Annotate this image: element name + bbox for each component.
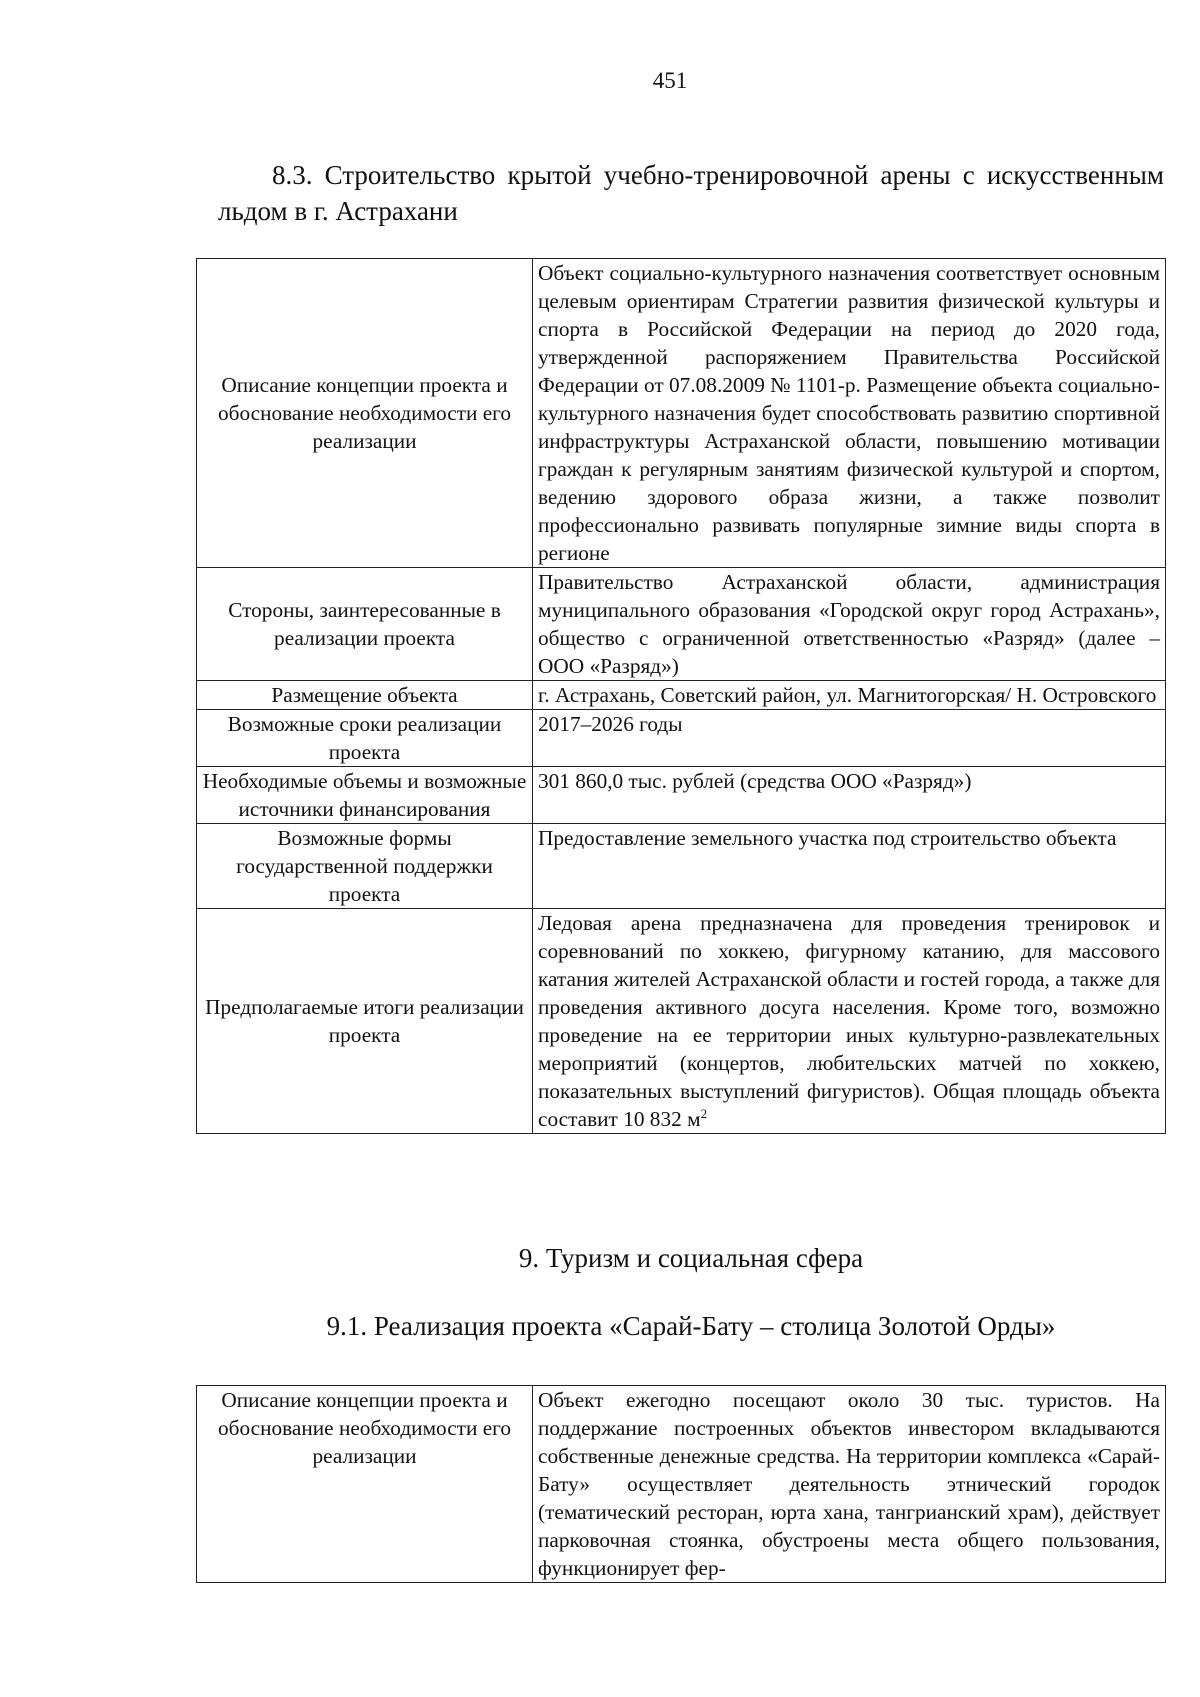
row-label: Описание концепции проекта и обоснование необходимости его реализации: [197, 259, 533, 568]
row-value-cell: [533, 909, 1166, 1134]
row-value: г. Астрахань, Советский район, ул. Магнитогорская/ Н. Островского: [533, 681, 1166, 710]
row-value: Правительство Астраханской области, администрация муниципального образования «Городской округ город Астрахань», общество с ограниченной ответственностью «Разряд» (далее – ООО «Разряд»): [533, 568, 1166, 681]
table-row: [197, 259, 1166, 568]
table-row: [197, 1386, 1166, 1583]
superscript-2: 2: [700, 1105, 708, 1121]
table-row: [197, 824, 1166, 909]
row-label: Необходимые объемы и возможные источники финансирования: [197, 767, 533, 824]
row-label: Размещение объекта: [197, 681, 533, 710]
row-value: 2017–2026 годы: [533, 710, 1166, 767]
row-label: Возможные формы государственной поддержки проекта: [197, 824, 533, 909]
table-row: [197, 681, 1166, 710]
section-9-1-table: [196, 1385, 1166, 1583]
table-row: [197, 909, 1166, 1134]
row-value: 301 860,0 тыс. рублей (средства ООО «Разряд»): [533, 767, 1166, 824]
table-row: [197, 568, 1166, 681]
table-row: [197, 767, 1166, 824]
table-row: [197, 710, 1166, 767]
row-label: Предполагаемые итоги реализации проекта: [197, 909, 533, 1134]
row-value: Предоставление земельного участка под строительство объекта: [533, 824, 1166, 909]
section-9-1-title: 9.1. Реализация проекта «Сарай-Бату – столица Золотой Орды»: [326, 1311, 1056, 1341]
row-value: Ледовая арена предназначена для проведения тренировок и соревнований по хоккею, фигурному катанию, для массового катания жителей Астраханской области и гостей города, а также для проведения активного досуга населения. Кроме того, возможно проведение на ее территории иных культурно-развлекательных мероприятий (концертов, любительских матчей по хоккею, показательных выступлений фигуристов). Общая площадь объекта составит 10 832 м: [538, 911, 1160, 1131]
page-number: 451: [652, 68, 688, 93]
section-8-3-table: [196, 258, 1166, 1134]
row-label: Описание концепции проекта и обоснование необходимости его реализации: [197, 1386, 533, 1583]
section-8-3-title: 8.3. Строительство крытой учебно-тренировочной арены с искусственным льдом в г. Астрахани: [218, 160, 1164, 226]
row-label: Стороны, заинтересованные в реализации проекта: [197, 568, 533, 681]
row-value: Объект ежегодно посещают около 30 тыс. туристов. На поддержание построенных объектов инвестором вкладываются собственные денежные средства. На территории комплекса «Сарай-Бату» осуществляет деятельность этнический городок (тематический ресторан, юрта хана, тангрианский храм), действует парковочная стоянка, обустроены места общего пользования, функционирует фер-: [533, 1386, 1166, 1583]
section-9-title: 9. Туризм и социальная сфера: [518, 1243, 864, 1273]
row-value: Объект социально-культурного назначения соответствует основным целевым ориентирам Стратегии развития физической культуры и спорта в Российской Федерации на период до 2020 года, утвержденной распоряжением Правительства Российской Федерации от 07.08.2009 № 1101-р. Размещение объекта социально-культурного назначения будет способствовать развитию спортивной инфраструктуры Астраханской области, повышению мотивации граждан к регулярным занятиям физической культурой и спортом, ведению здорового образа жизни, а также позволит профессионально развивать популярные зимние виды спорта в регионе: [533, 259, 1166, 568]
row-label: Возможные сроки реализации проекта: [197, 710, 533, 767]
